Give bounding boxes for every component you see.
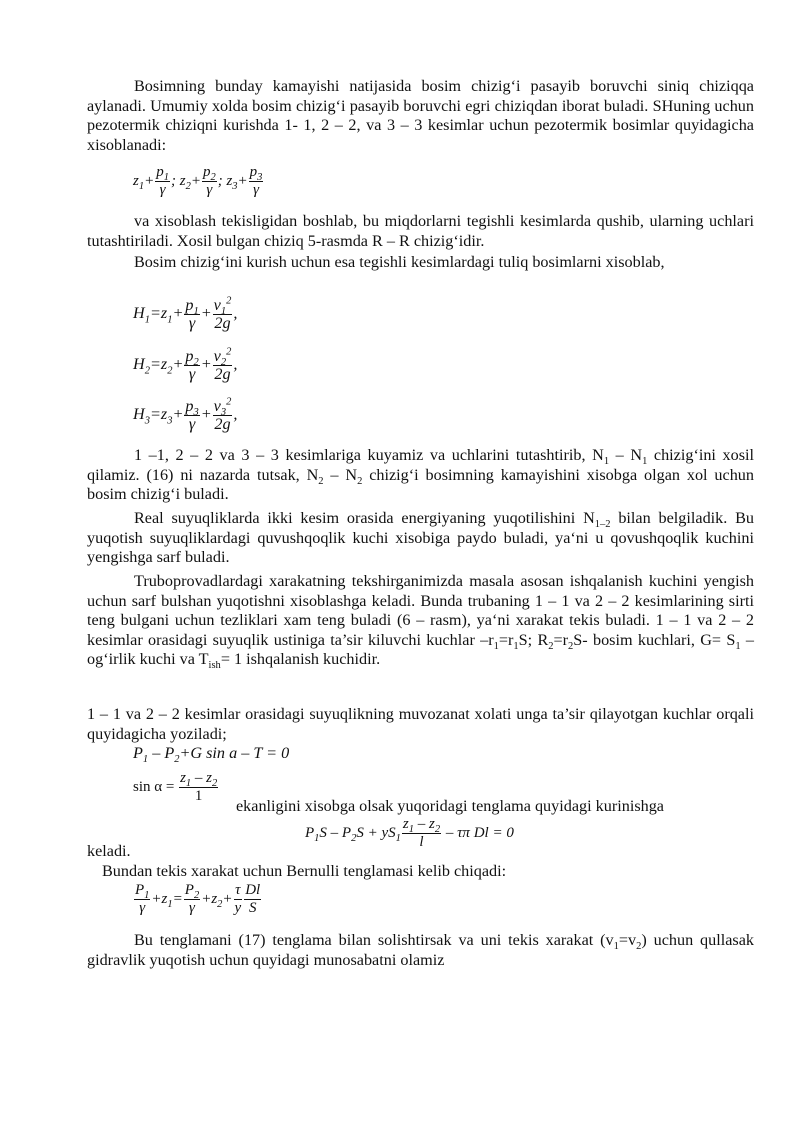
paragraph-full-pressures: Bosim chizig‘ini kurish uchun esa tegishli kesimlardagi tuliq bosimlarni xisoblab, [134,253,665,271]
paragraph-pressure-drop: Bosimning bunday kamayishi natijasida bosim chizig‘i pasayib boruvchi siniq chiziqqa aylanadi. Umumiy xolda bosim chizig‘i pasayib boruvchi egri chiziqdan iborat buladi. SHuning uchun pezotermik chiziqni kurishda 1- 1, 2 – 2, va 3 – 3 kesimlar uchun pezotermik bosimlar quyidagicha xisoblanadi: [87,77,754,154]
equation-force-balance: $P_1 - P_2+G$ sin a – T = 0 [133,744,290,766]
equation-piezometric-heads: $z_1+$ $\frac{p_1}{\gamma}$ ; $z_2+$ $\frac{p_2}{\gamma}$ ; $z_3+$ $\frac{p_3}{\gamma}$ [133,164,263,198]
equation-sin-alpha: sin α = $\frac{z_1 - z_2}{1}$ [133,770,218,804]
equation-h2: $H_2=z_2+$ $\frac{p_2}{\gamma}$ + $\frac{v_2^2}{2g}$ , [133,346,238,383]
equation-h3: $H_3=z_3+$ $\frac{p_3}{\gamma}$ + $\frac{v_3^2}{2g}$ , [133,396,238,433]
paragraph-considering: ekanligini xisobga olsak yuqoridagi tenglama quyidagi kurinishga [236,797,664,815]
paragraph-real-fluids: Real suyuqliklarda ikki kesim orasida energiyaning yuqotilishini $N_{1-2}$ bilan belgiladik. Bu yuqotish suyuqliklardagi quvushqoqlik kuchi xisobiga paydo buladi, ya‘ni u qovushqoqlik kuchini yengishga sarf buladi. [87,509,754,567]
paragraph-equilibrium: 1 – 1 va 2 – 2 kesimlar orasidagi suyuqlikning muvozanat xolati unga ta’sir qilayotgan kuchlar orqali quyidagicha yoziladi; [87,705,754,743]
equation-forces-expanded: $P_1S - P_2S + yS_1$ $\frac{z_1 - z_2}{l}$ – τπ Dl = 0 [305,816,514,850]
paragraph-calculation-plane: va xisoblash tekisligidan boshlab, bu miqdorlarni tegishli kesimlarda qushib, ularning uchlari tutashtiriladi. Xosil bulgan chiziq 5-rasmda R – R chizig‘idir. [87,212,754,250]
equation-bernoulli-uniform: $\frac{P_1}{\gamma}$ $+z_1=$ $\frac{P_2}{\gamma}$ $+z_2+$ $\frac{\tau}{y}$ $\frac{Dl}{S}$ [135,882,261,916]
equation-h1: $H_1=z_1+$ $\frac{p_1}{\gamma}$ + $\frac{v_1^2}{2g}$ , [133,295,238,332]
paragraph-keladi: keladi. [87,842,131,860]
paragraph-pipeline-motion: Truboprovadlardagi xarakatning tekshirganimizda masala asosan ishqalanish kuchini yengish uchun sarf bulshan yuqotishni xisoblashga keladi. Bunda trubaning 1 – 1 va 2 – 2 kesimlarining sirti teng bulgani uchun tezliklari xam teng buladi (6 – rasm), ya‘ni xarakat tekis buladi. 1 – 1 va 2 – 2 kesimlar orasidagi suyuqlik ustiniga ta’sir kiluvchi kuchlar $-r_1=r_1S$; $R_2=r_2S-$ bosim kuchlari, $G= S_1$ – og‘irlik kuchi va $T_{ish}= 1$ ishqalanish kuchidir. [87,572,754,672]
paragraph-comparison: Bu tenglamani (17) tenglama bilan solishtirsak va uni tekis xarakat $(v_1=v_2)$ uchun qullasak gidravlik yuqotish uchun quyidagi munosabatni olamiz [87,931,754,969]
paragraph-n-lines: 1 –1, 2 – 2 va 3 – 3 kesimlariga kuyamiz va uchlarini tutashtirib, $N_1 - N_1$ chizig‘ini xosil qilamiz. (16) ni nazarda tutsak, $N_2 - N_2$ chizig‘i bosimning kamayishini xisobga olgan xol uchun bosim chizig‘i buladi. [87,446,754,504]
paragraph-bernoulli-intro: Bundan tekis xarakat uchun Bernulli tenglamasi kelib chiqadi: [102,862,507,880]
